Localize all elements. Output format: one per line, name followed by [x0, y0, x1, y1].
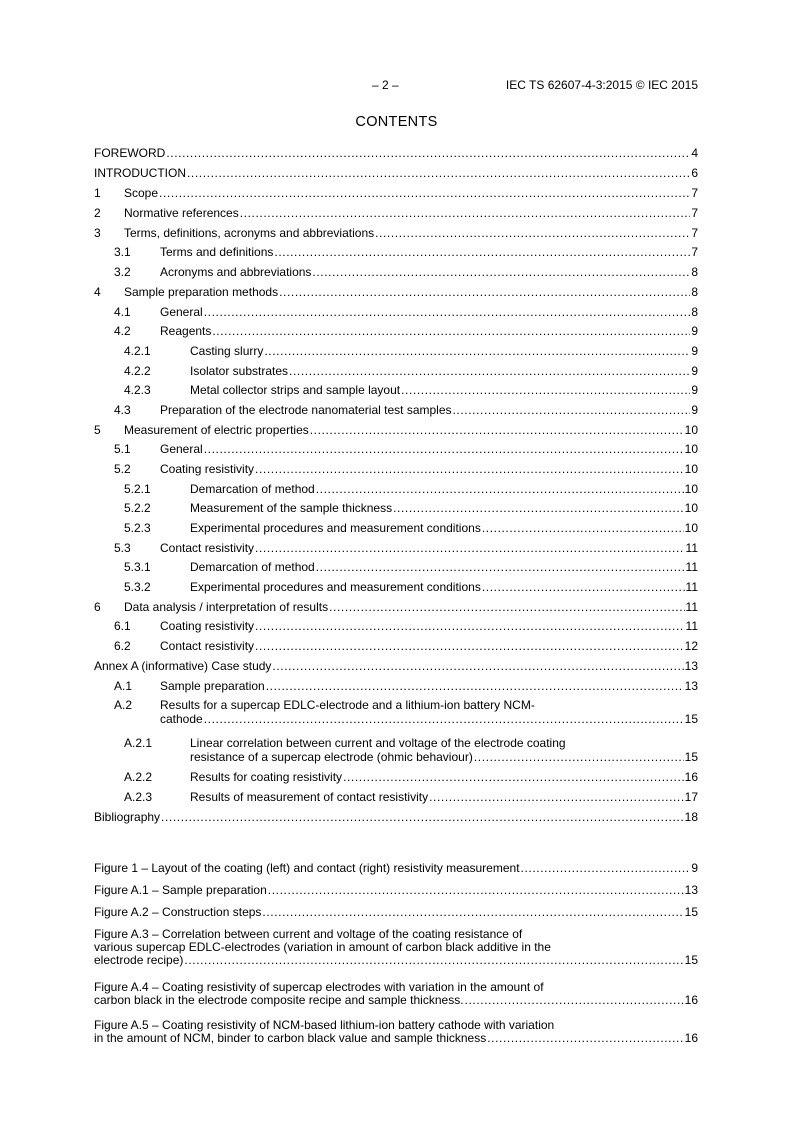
- figure-entry-row: [94, 906, 698, 919]
- dot-leader: [521, 862, 691, 875]
- toc-entry-number: A.2.1: [124, 736, 153, 750]
- toc-entry-body: [160, 305, 698, 319]
- toc-entry-page: 10: [684, 442, 698, 456]
- toc-entry-page: 9: [691, 344, 698, 358]
- dot-leader: [316, 560, 685, 574]
- figure-entry-text-line: various supercap EDLC-electrodes (variation in amount of carbon black additive in the: [94, 940, 551, 954]
- dot-leader: [312, 265, 690, 279]
- toc-entry-body: [94, 810, 698, 824]
- toc-entry[interactable]: [94, 324, 698, 338]
- toc-entry-page: 11: [685, 580, 698, 594]
- dot-leader: [279, 285, 690, 299]
- figure-entry-page: 13: [684, 883, 698, 897]
- toc-entry-row: [160, 265, 698, 279]
- toc-entry-row: [124, 423, 698, 437]
- toc-entry-row: [124, 186, 698, 200]
- toc-entry-number: 5.2.3: [124, 521, 151, 535]
- toc-entry-page: 10: [684, 501, 698, 515]
- figure-entry-page: 15: [684, 953, 698, 967]
- dot-leader: [482, 521, 684, 535]
- figure-entry-page: 15: [684, 905, 698, 919]
- dot-leader: [465, 994, 684, 1007]
- toc-entry-body: [124, 226, 698, 240]
- toc-entry-text: Measurement of the sample thickness: [190, 501, 393, 515]
- toc-entry-text: resistance of a supercap electrode (ohmic behaviour): [190, 750, 473, 764]
- toc-entry[interactable]: [94, 383, 698, 397]
- toc-entry-page: 11: [685, 541, 698, 555]
- dot-leader: [329, 600, 684, 614]
- toc-entry-number: A.1: [114, 679, 133, 693]
- toc-entry-row: [124, 600, 698, 614]
- toc-entry-page: 12: [684, 639, 698, 653]
- dot-leader: [161, 810, 684, 824]
- dot-leader: [262, 906, 683, 919]
- toc-entry-text: Sample preparation: [160, 679, 265, 693]
- figure-entry-text: carbon black in the electrode composite recipe and sample thickness.: [94, 993, 464, 1007]
- toc-entry-text: Results for coating resistivity: [190, 770, 343, 784]
- toc-entry[interactable]: [94, 619, 698, 633]
- toc-entry-row: [190, 560, 698, 574]
- toc-entry[interactable]: [94, 770, 698, 784]
- toc-entry[interactable]: [94, 364, 698, 378]
- toc-entry[interactable]: [94, 580, 698, 594]
- toc-entry[interactable]: [94, 639, 698, 653]
- toc-entry-number: 6: [94, 600, 101, 614]
- toc-entry-number: 6.1: [114, 619, 131, 633]
- toc-entry-body: [124, 423, 698, 437]
- toc-entry[interactable]: [94, 344, 698, 358]
- dot-leader: [316, 482, 684, 496]
- toc-entry-number: 3.2: [114, 265, 131, 279]
- toc-entry-number: 5: [94, 423, 101, 437]
- figure-entry-text: in the amount of NCM, binder to carbon black value and sample thickness: [94, 1031, 487, 1045]
- toc-entry-text: Sample preparation methods: [124, 285, 279, 299]
- toc-entry-page: 15: [684, 712, 698, 726]
- toc-entry[interactable]: [94, 462, 698, 476]
- toc-entry-text: Coating resistivity: [160, 619, 255, 633]
- figure-entry-page: 9: [691, 861, 698, 875]
- toc-entry-body: [190, 521, 698, 535]
- toc-entry-body: [124, 285, 698, 299]
- toc-entry[interactable]: [94, 482, 698, 496]
- toc-entry-page: 8: [691, 285, 698, 299]
- toc-entry-text: Terms, definitions, acronyms and abbreviations: [124, 226, 375, 240]
- toc-entry-number: 4: [94, 285, 101, 299]
- toc-entry-text: Scope: [124, 186, 159, 200]
- toc-entry-body: [124, 600, 698, 614]
- toc-entry-text: Bibliography: [94, 810, 161, 824]
- toc-entry-text: Results of measurement of contact resistivity: [190, 790, 429, 804]
- dot-leader: [159, 186, 690, 200]
- dot-leader: [204, 442, 684, 456]
- toc-entry-row: [190, 383, 698, 397]
- toc-entry-page: 9: [691, 324, 698, 338]
- toc-entry-body: [190, 790, 698, 804]
- toc-entry-page: 10: [684, 521, 698, 535]
- figure-entry[interactable]: [94, 928, 698, 967]
- figure-entry[interactable]: [94, 981, 698, 1007]
- toc-entry-text: Demarcation of method: [190, 482, 315, 496]
- toc-entry-page: 11: [685, 560, 698, 574]
- toc-entry-number: 5.2: [114, 462, 131, 476]
- dot-leader: [184, 954, 683, 967]
- toc-entry-page: 7: [691, 245, 698, 259]
- toc-entry-number: 5.3: [114, 541, 131, 555]
- figure-entry-row: [94, 884, 698, 897]
- figure-entry[interactable]: [94, 1019, 698, 1045]
- toc-entry-number: 5.1: [114, 442, 131, 456]
- toc-entry-body: [160, 679, 698, 693]
- toc-entry-row: [160, 403, 698, 417]
- toc-entry[interactable]: [94, 736, 698, 764]
- toc-entry-body: [160, 619, 698, 633]
- figure-entry[interactable]: [94, 906, 698, 919]
- toc-entry-number: 1: [94, 186, 101, 200]
- figure-entry-text: electrode recipe): [94, 953, 184, 967]
- toc-entry-body: [190, 736, 698, 764]
- toc-entry-page: 10: [684, 423, 698, 437]
- toc-entry-page: 7: [691, 206, 698, 220]
- figure-entry-text: Figure A.1 – Sample preparation: [94, 883, 267, 897]
- page-header: [94, 78, 698, 94]
- toc-entry-row: [94, 659, 698, 673]
- toc-entry[interactable]: [94, 186, 698, 200]
- toc-entry[interactable]: [94, 521, 698, 535]
- toc-entry-page: 17: [684, 790, 698, 804]
- toc-entry-body: [160, 265, 698, 279]
- dot-leader: [289, 364, 690, 378]
- toc-entry-body: [124, 206, 698, 220]
- figure-entry-row: [94, 994, 698, 1007]
- toc-entry-row: [190, 580, 698, 594]
- dot-leader: [272, 659, 683, 673]
- figure-entry[interactable]: [94, 884, 698, 897]
- toc-entry-page: 4: [691, 146, 698, 160]
- figure-entry-text-line: Figure A.3 – Correlation between current and voltage of the coating resistance of: [94, 927, 523, 941]
- toc-entry-number: 5.2.2: [124, 501, 151, 515]
- toc-entry-body: [190, 770, 698, 784]
- dot-leader: [268, 884, 684, 897]
- toc-entry-row: [160, 305, 698, 319]
- dot-leader: [375, 226, 690, 240]
- toc-entry-text: Contact resistivity: [160, 541, 255, 555]
- toc-entry-text: Data analysis / interpretation of results: [124, 600, 329, 614]
- toc-entry-number: 3.1: [114, 245, 131, 259]
- toc-entry[interactable]: [94, 810, 698, 824]
- dot-leader: [255, 541, 685, 555]
- toc-entry[interactable]: [94, 146, 698, 160]
- dot-leader: [393, 501, 684, 515]
- toc-entry-page: 10: [684, 462, 698, 476]
- toc-entry-row: [160, 324, 698, 338]
- toc-entry[interactable]: [94, 166, 698, 180]
- dot-leader: [474, 750, 684, 764]
- dot-leader: [453, 403, 691, 417]
- dot-leader: [255, 639, 684, 653]
- toc-entry[interactable]: [94, 245, 698, 259]
- dot-leader: [204, 712, 684, 726]
- toc-entry-text: Casting slurry: [190, 344, 264, 358]
- dot-leader: [487, 1032, 683, 1045]
- figure-entry-text: Figure 1 – Layout of the coating (left) and contact (right) resistivity measurement: [94, 861, 520, 875]
- toc-entry[interactable]: [94, 501, 698, 515]
- toc-entry-number: 4.2: [114, 324, 131, 338]
- toc-entry-page: 15: [684, 750, 698, 764]
- toc-entry-number: 4.1: [114, 305, 131, 319]
- toc-entry-row: [160, 245, 698, 259]
- toc-entry-text: Preparation of the electrode nanomaterial test samples: [160, 403, 452, 417]
- toc-entry-number: 3: [94, 226, 101, 240]
- toc-entry-row: [94, 166, 698, 180]
- toc-entry[interactable]: [94, 659, 698, 673]
- toc-entry-number: 5.3.2: [124, 580, 151, 594]
- toc-entry-text: Annex A (informative) Case study: [94, 659, 272, 673]
- toc-entry-body: [160, 403, 698, 417]
- toc-entry-text: FOREWORD: [94, 146, 166, 160]
- toc-entry-row: [160, 619, 698, 633]
- toc-entry-number: 4.2.3: [124, 383, 151, 397]
- toc-entry-text: Contact resistivity: [160, 639, 255, 653]
- dot-leader: [310, 423, 684, 437]
- figure-entry[interactable]: [94, 862, 698, 875]
- toc-entry-text: Experimental procedures and measurement conditions: [190, 521, 481, 535]
- toc-entry-page: 8: [691, 265, 698, 279]
- dot-leader: [187, 166, 690, 180]
- toc-entry-number: A.2.2: [124, 770, 153, 784]
- toc-entry-row: [94, 810, 698, 824]
- toc-entry-number: A.2.3: [124, 790, 153, 804]
- toc-entry-text: Measurement of electric properties: [124, 423, 309, 437]
- toc-entry-text: Coating resistivity: [160, 462, 255, 476]
- toc-entry-body: [160, 324, 698, 338]
- toc-entry-text: Experimental procedures and measurement conditions: [190, 580, 481, 594]
- toc-entry-row: [190, 521, 698, 535]
- toc-entry-page: 9: [691, 364, 698, 378]
- toc-entry-number: 6.2: [114, 639, 131, 653]
- toc-entry-body: [160, 245, 698, 259]
- toc-entry-row: [190, 482, 698, 496]
- dot-leader: [482, 580, 685, 594]
- toc-entry-body: [190, 482, 698, 496]
- toc-entry-body: [160, 442, 698, 456]
- toc-entry-text: Reagents: [160, 324, 212, 338]
- toc-entry-row: [160, 712, 698, 726]
- dot-leader: [266, 679, 684, 693]
- toc-entry-row: [190, 790, 698, 804]
- toc-entry-text: General: [160, 442, 203, 456]
- toc-entry[interactable]: [94, 600, 698, 614]
- toc-entry[interactable]: [94, 698, 698, 726]
- toc-entry-body: [160, 698, 698, 726]
- toc-entry[interactable]: [94, 442, 698, 456]
- figure-entry-row: [94, 954, 698, 967]
- toc-entry-text: Isolator substrates: [190, 364, 289, 378]
- toc-entry-page: 11: [685, 619, 698, 633]
- toc-entry-page: 11: [685, 600, 698, 614]
- toc-entry[interactable]: [94, 265, 698, 279]
- toc-entry-body: [190, 383, 698, 397]
- dot-leader: [274, 245, 690, 259]
- toc-entry-text: Demarcation of method: [190, 560, 315, 574]
- toc-entry-text: General: [160, 305, 203, 319]
- toc-entry[interactable]: [94, 541, 698, 555]
- toc-entry-body: [190, 501, 698, 515]
- toc-entry[interactable]: [94, 423, 698, 437]
- toc-entry-row: [190, 770, 698, 784]
- figure-entry-text: Figure A.2 – Construction steps: [94, 905, 262, 919]
- toc-entry-row: [124, 285, 698, 299]
- toc-entry-page: 9: [691, 383, 698, 397]
- toc-entry-row: [190, 750, 698, 764]
- toc-entry-row: [124, 226, 698, 240]
- toc-entry-text: Terms and definitions: [160, 245, 274, 259]
- figure-entry-page: 16: [684, 1031, 698, 1045]
- toc-entry-body: [94, 659, 698, 673]
- toc-entry-page: 13: [684, 679, 698, 693]
- toc-entry-body: [94, 146, 698, 160]
- toc-entry-row: [160, 442, 698, 456]
- dot-leader: [240, 206, 691, 220]
- toc-entry-body: [160, 462, 698, 476]
- toc-entry-page: 16: [684, 770, 698, 784]
- toc-entry-row: [160, 639, 698, 653]
- toc-entry-page: 7: [691, 186, 698, 200]
- toc-entry[interactable]: [94, 305, 698, 319]
- toc-entry-text-line: Results for a supercap EDLC-electrode and a lithium-ion battery NCM-: [160, 698, 535, 712]
- toc-entry-number: A.2: [114, 698, 133, 712]
- toc-entry[interactable]: [94, 679, 698, 693]
- contents-title: CONTENTS: [355, 114, 438, 130]
- dot-leader: [429, 790, 684, 804]
- toc-entry-number: 4.2.2: [124, 364, 151, 378]
- toc-entry[interactable]: [94, 403, 698, 417]
- figure-entry-text-line: Figure A.5 – Coating resistivity of NCM-based lithium-ion battery cathode with variation: [94, 1018, 555, 1032]
- dot-leader: [264, 344, 690, 358]
- toc-entry-row: [160, 679, 698, 693]
- toc-entry[interactable]: [94, 285, 698, 299]
- toc-entry-text-line: Linear correlation between current and voltage of the electrode coating: [190, 736, 566, 750]
- dot-leader: [212, 324, 690, 338]
- dot-leader: [166, 146, 690, 160]
- toc-entry-text: cathode: [160, 712, 203, 726]
- toc-entry-page: 18: [684, 810, 698, 824]
- toc-entry-body: [190, 344, 698, 358]
- toc-entry-page: 6: [691, 166, 698, 180]
- toc-entry-page: 10: [684, 482, 698, 496]
- toc-entry-page: 8: [691, 305, 698, 319]
- page-number: – 2 –: [372, 78, 399, 92]
- toc-entry[interactable]: [94, 206, 698, 220]
- toc-entry-text: Metal collector strips and sample layout: [190, 383, 401, 397]
- toc-entry-body: [160, 541, 698, 555]
- dot-leader: [204, 305, 691, 319]
- toc-entry-row: [190, 364, 698, 378]
- toc-entry-text: Normative references: [124, 206, 239, 220]
- toc-entry-page: 9: [691, 403, 698, 417]
- dot-leader: [401, 383, 690, 397]
- toc-entry-row: [190, 501, 698, 515]
- toc-entry-body: [190, 580, 698, 594]
- toc-entry-body: [94, 166, 698, 180]
- figure-entry-text-line: Figure A.4 – Coating resistivity of supercap electrodes with variation in the amount of: [94, 980, 544, 994]
- toc-entry-body: [160, 639, 698, 653]
- toc-entry[interactable]: [94, 226, 698, 240]
- toc-entry[interactable]: [94, 560, 698, 574]
- document-id: IEC TS 62607-4-3:2015 © IEC 2015: [505, 78, 698, 92]
- dot-leader: [255, 619, 685, 633]
- toc-entry-row: [190, 344, 698, 358]
- toc-entry-number: 4.2.1: [124, 344, 151, 358]
- toc-entry-page: 7: [691, 226, 698, 240]
- toc-entry-row: [124, 206, 698, 220]
- toc-entry-body: [190, 560, 698, 574]
- figure-entry-row: [94, 862, 698, 875]
- toc-entry-number: 4.3: [114, 403, 131, 417]
- toc-entry-row: [160, 541, 698, 555]
- toc-entry-number: 2: [94, 206, 101, 220]
- figure-entry-page: 16: [684, 993, 698, 1007]
- toc-entry-page: 13: [684, 659, 698, 673]
- dot-leader: [255, 462, 684, 476]
- toc-entry-text: INTRODUCTION: [94, 166, 186, 180]
- toc-entry-number: 5.2.1: [124, 482, 151, 496]
- toc-entry[interactable]: [94, 790, 698, 804]
- figure-entry-row: [94, 1032, 698, 1045]
- toc-entry-text: Acronyms and abbreviations: [160, 265, 312, 279]
- toc-entry-row: [94, 146, 698, 160]
- toc-entry-body: [124, 186, 698, 200]
- toc-entry-row: [160, 462, 698, 476]
- toc-entry-number: 5.3.1: [124, 560, 151, 574]
- dot-leader: [343, 770, 684, 784]
- toc-entry-body: [190, 364, 698, 378]
